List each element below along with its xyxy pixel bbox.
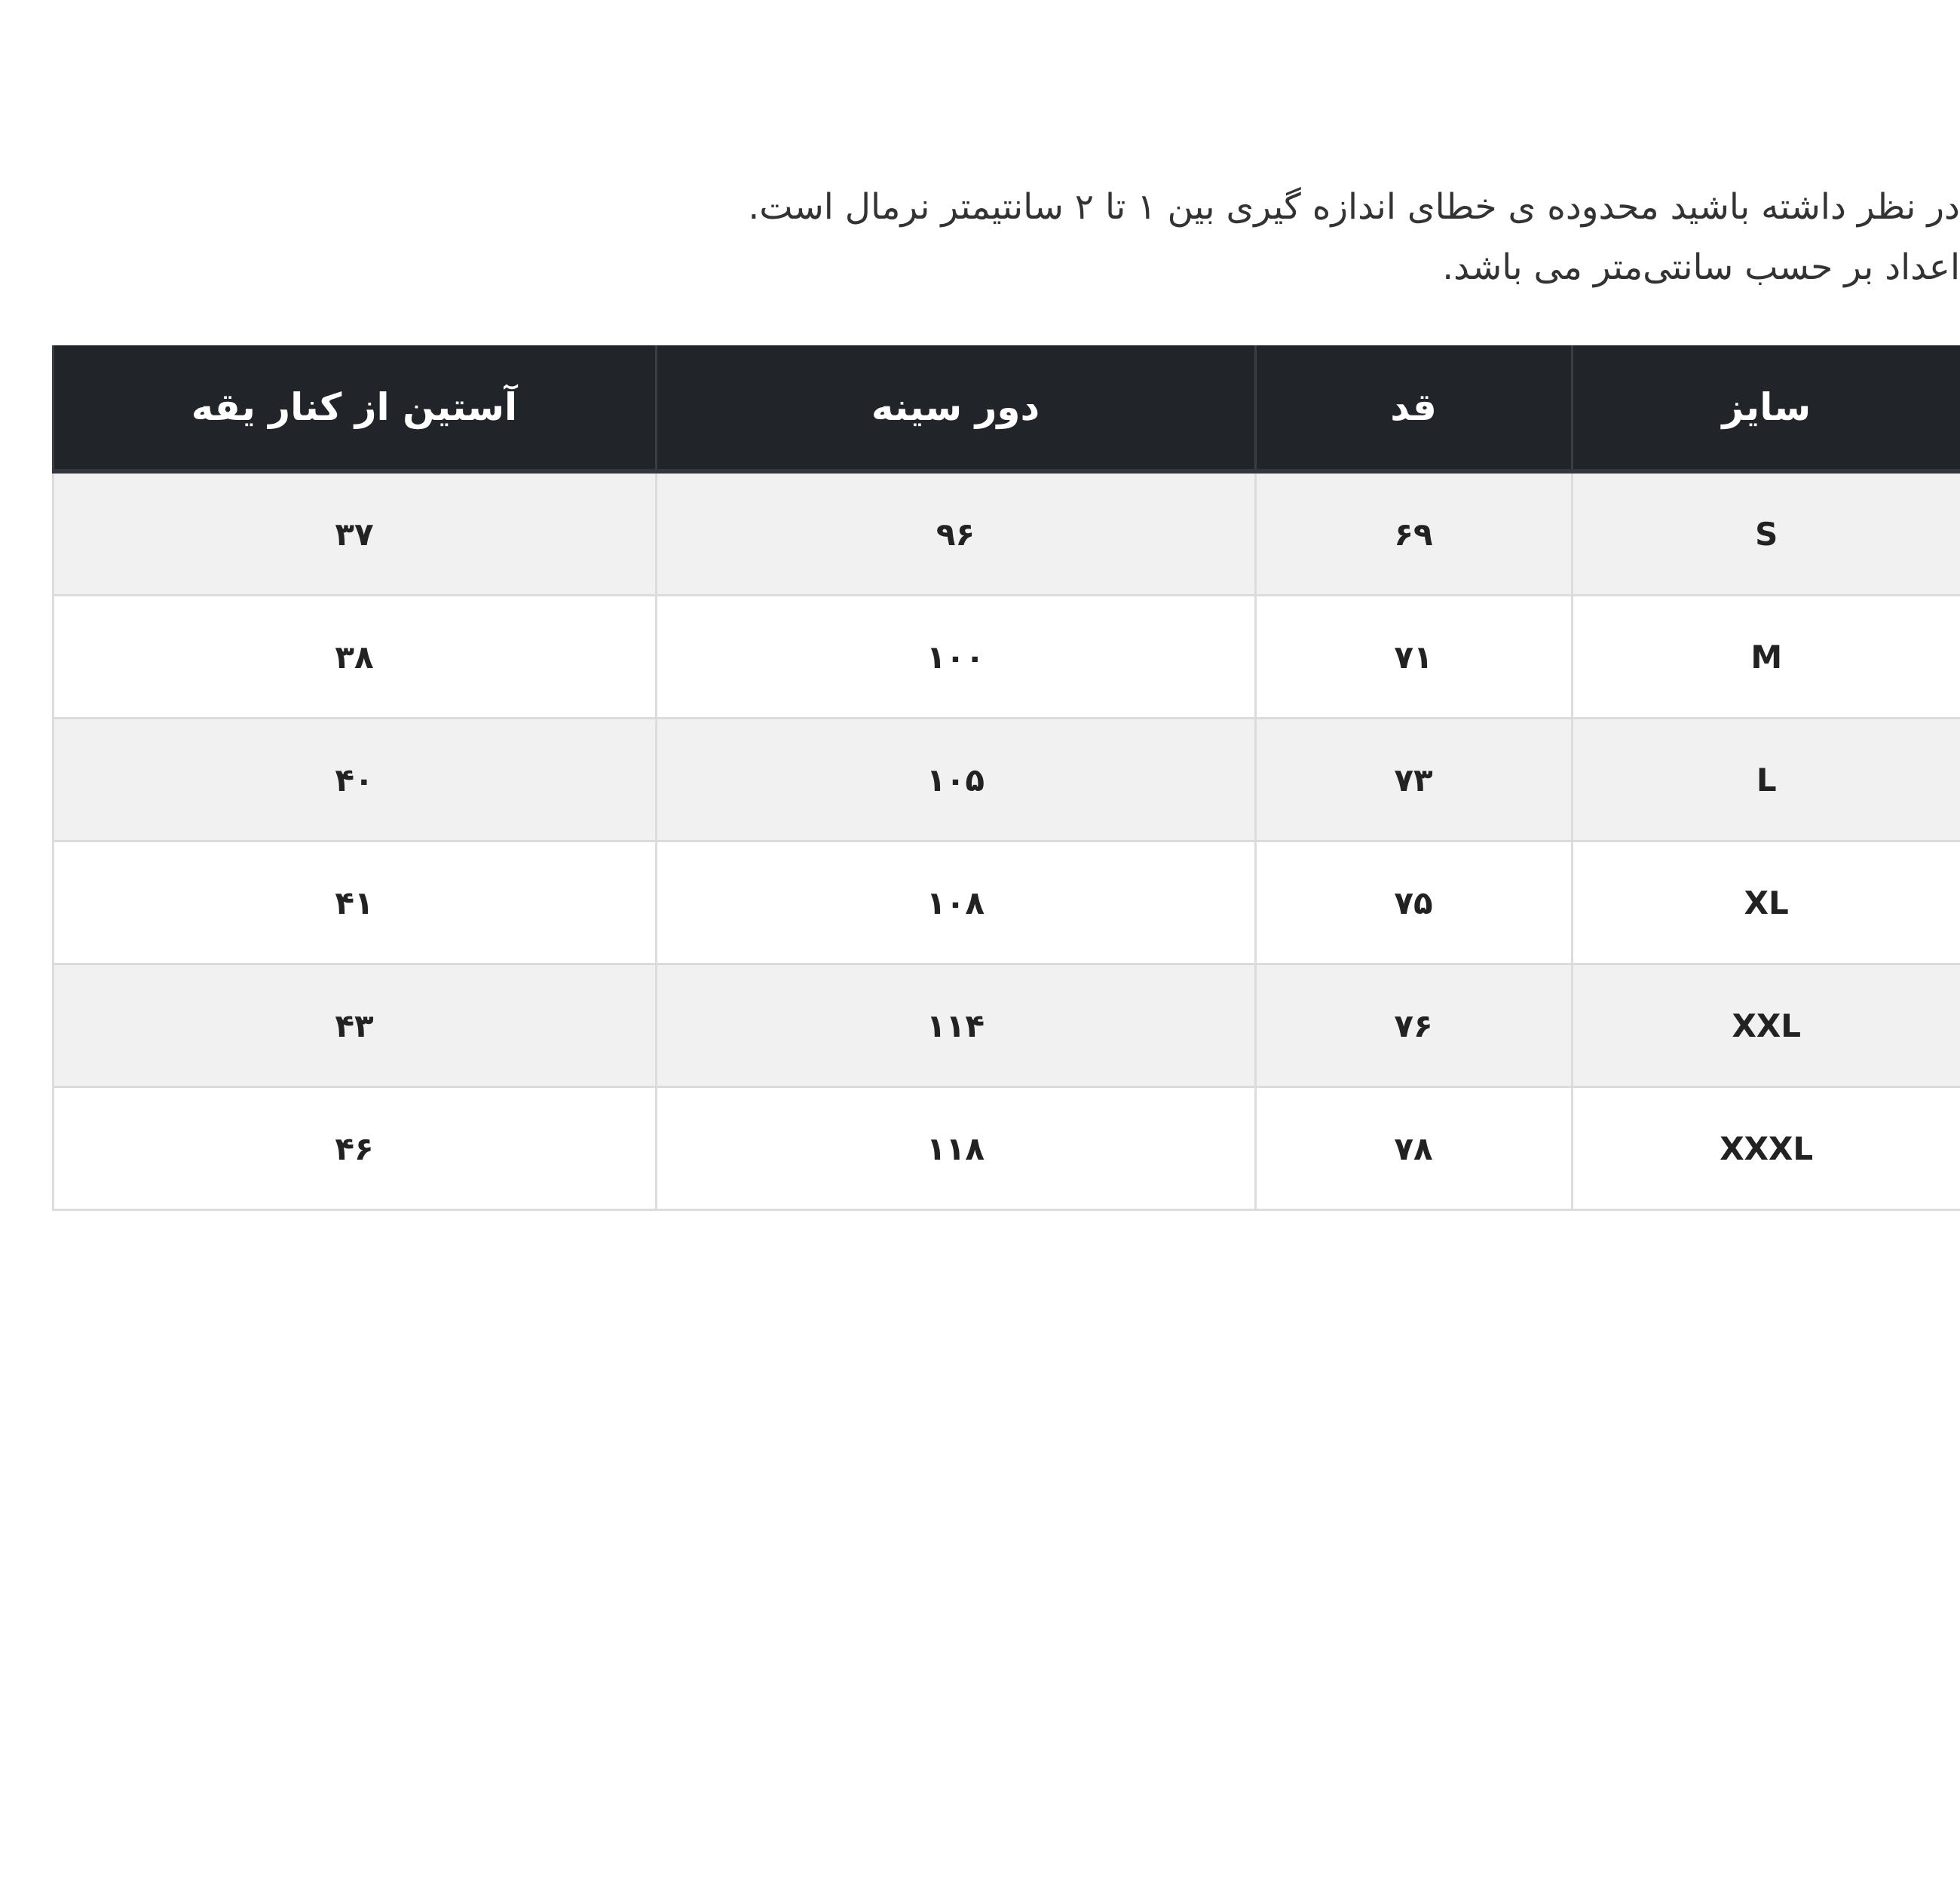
cell-length: ۷۶: [1255, 964, 1572, 1087]
cell-sleeve: ۳۸: [53, 596, 656, 719]
cell-sleeve: ۴۶: [53, 1087, 656, 1210]
header-length: قد: [1255, 345, 1572, 471]
table-row: [53, 471, 1960, 596]
table-row: [53, 964, 1960, 1087]
cell-sleeve: ۴۱: [53, 841, 656, 964]
cell-chest: ۱۰۵: [656, 719, 1255, 841]
table-row: [53, 596, 1960, 719]
header-size: سایز: [1572, 345, 1960, 471]
cell-chest: ۱۰۰: [656, 596, 1255, 719]
cell-size: XL: [1572, 841, 1960, 964]
table-row: [53, 841, 1960, 964]
unit-note: اعداد بر حسب سانتی‌متر می باشد.: [1442, 247, 1960, 288]
cell-chest: ۱۰۸: [656, 841, 1255, 964]
header-sleeve: آستین از کنار یقه: [53, 345, 656, 471]
cell-chest: ۱۱۴: [656, 964, 1255, 1087]
cell-size: S: [1572, 471, 1960, 596]
cell-chest: ۱۱۸: [656, 1087, 1255, 1210]
cell-chest: ۹۶: [656, 471, 1255, 596]
measurement-error-note: در نظر داشته باشید محدوده ی خطای اندازه گیری بین ۱ تا ۲ سانتیمتر نرمال است.: [748, 186, 1960, 228]
cell-length: ۷۱: [1255, 596, 1572, 719]
cell-size: L: [1572, 719, 1960, 841]
header-chest: دور سینه: [656, 345, 1255, 471]
cell-size: M: [1572, 596, 1960, 719]
table-row: [53, 719, 1960, 841]
cell-size: XXL: [1572, 964, 1960, 1087]
cell-sleeve: ۳۷: [53, 471, 656, 596]
cell-length: ۷۵: [1255, 841, 1572, 964]
cell-size: XXXL: [1572, 1087, 1960, 1210]
cell-length: ۷۳: [1255, 719, 1572, 841]
cell-sleeve: ۴۳: [53, 964, 656, 1087]
size-notes: [226, 177, 1960, 298]
cell-sleeve: ۴۰: [53, 719, 656, 841]
size-table: [52, 345, 1960, 1211]
table-row: [53, 1087, 1960, 1210]
cell-length: ۷۸: [1255, 1087, 1572, 1210]
cell-length: ۶۹: [1255, 471, 1572, 596]
table-header-row: [53, 345, 1960, 471]
